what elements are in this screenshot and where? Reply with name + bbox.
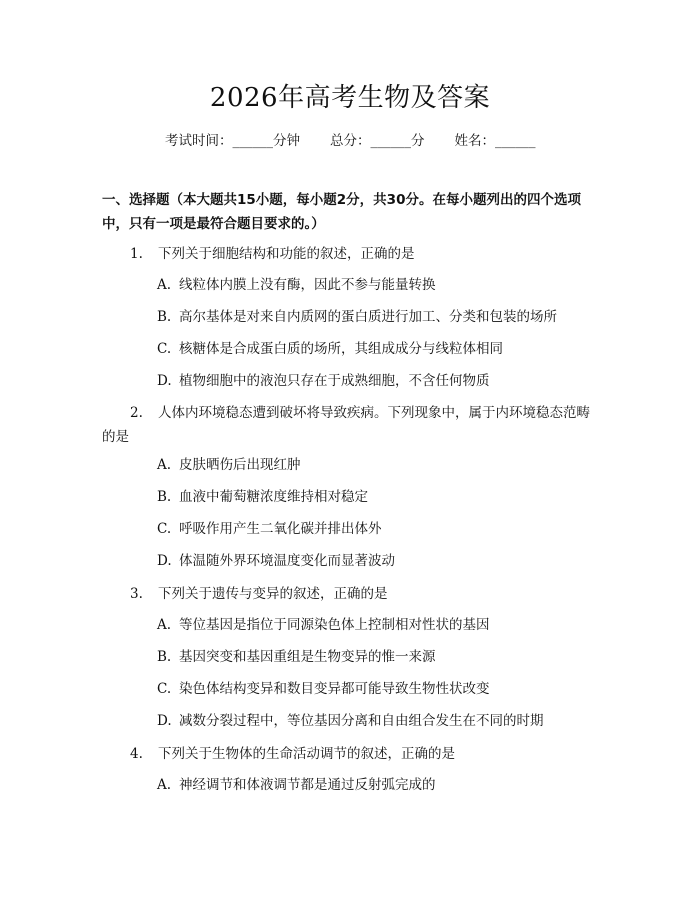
option-3c: C. 染色体结构变异和数目变异都可能导致生物性状改变 — [157, 681, 490, 697]
page-title: 2026年高考生物及答案 — [209, 83, 491, 113]
question-number: 1. — [130, 246, 143, 262]
option-3b: B. 基因突变和基因重组是生物变异的惟一来源 — [157, 649, 436, 665]
question-1 — [102, 242, 600, 266]
question-number: 4. — [130, 746, 143, 762]
option-1a: A. 线粒体内膜上没有酶，因此不参与能量转换 — [157, 277, 436, 293]
question-4 — [102, 742, 600, 766]
option-2d: D. 体温随外界环境温度变化而显著波动 — [157, 553, 395, 569]
name-field: 姓名：______ — [454, 133, 536, 149]
option-3a: A. 等位基因是指位于同源染色体上控制相对性状的基因 — [157, 617, 490, 633]
question-2 — [102, 401, 600, 449]
question-stem: 下列关于细胞结构和功能的叙述，正确的是 — [158, 246, 415, 262]
question-stem: 下列关于遗传与变异的叙述，正确的是 — [158, 586, 388, 602]
total-score-field: 总分：______分 — [330, 133, 425, 149]
question-stem: 下列关于生物体的生命活动调节的叙述，正确的是 — [158, 746, 455, 762]
question-3 — [102, 582, 600, 606]
option-4a: A. 神经调节和体液调节都是通过反射弧完成的 — [157, 777, 436, 793]
exam-time-field: 考试时间：______分钟 — [165, 133, 300, 149]
section-heading: 一、选择题（本大题共15小题，每小题2分，共30分。在每小题列出的四个选项中，只有一项是最符合题目要求的。） — [102, 192, 581, 232]
option-2b: B. 血液中葡萄糖浓度维持相对稳定 — [157, 489, 368, 505]
exam-info — [165, 130, 536, 152]
question-number: 3. — [130, 586, 143, 602]
question-number: 2. — [130, 405, 143, 421]
option-1c: C. 核糖体是合成蛋白质的场所，其组成成分与线粒体相同 — [157, 341, 503, 357]
option-3d: D. 减数分裂过程中，等位基因分离和自由组合发生在不同的时期 — [157, 713, 544, 729]
option-1d: D. 植物细胞中的液泡只存在于成熟细胞，不含任何物质 — [157, 373, 490, 389]
option-1b: B. 高尔基体是对来自内质网的蛋白质进行加工、分类和包装的场所 — [157, 309, 557, 325]
question-stem: 人体内环境稳态遭到破坏将导致疾病。下列现象中，属于内环境稳态范畴的是 — [102, 405, 590, 445]
option-2c: C. 呼吸作用产生二氧化碳并排出体外 — [157, 521, 382, 537]
option-2a: A. 皮肤晒伤后出现红肿 — [157, 457, 301, 473]
